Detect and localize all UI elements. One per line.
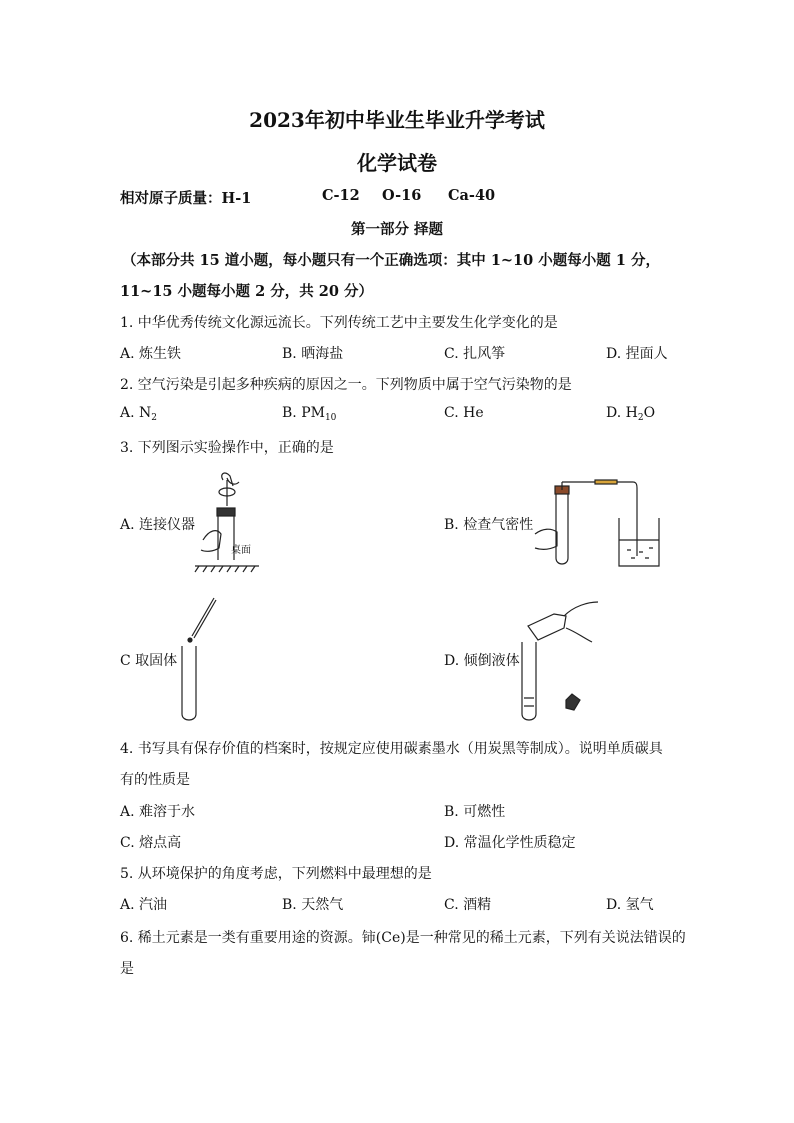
figure-taking-solid	[178, 594, 228, 724]
part1-heading: 第一部分 择题	[350, 221, 444, 238]
q2-option-a: A. $N_2$	[120, 405, 157, 423]
q5-stem: 5. 从环境保护的角度考虑，下列燃料中最理想的是	[120, 866, 432, 882]
atomic-mass-c: C-12	[322, 187, 360, 204]
q3-option-c: C 取固体	[120, 653, 178, 669]
q5-option-d: D. 氢气	[606, 897, 654, 913]
q1-option-d: D. 捏面人	[606, 346, 668, 362]
atomic-mass-label: 相对原子质量：H-1	[120, 190, 252, 207]
part1-note-line1: （本部分共 15 道小题，每小题只有一个正确选项：其中 1~10 小题每小题 1 分，	[122, 252, 660, 269]
exam-title: 2023年初中毕业生毕业升学考试	[249, 108, 545, 132]
q6-stem-line1: 6. 稀土元素是一类有重要用途的资源。铈(Ce)是一种常见的稀土元素，下列有关说法错误的	[120, 930, 686, 946]
atomic-mass-ca: Ca-40	[448, 187, 496, 204]
exam-subtitle: 化学试卷	[357, 151, 437, 175]
q3-option-d: D. 倾倒液体	[444, 653, 520, 669]
q2-option-d: D. $H_2O$	[606, 405, 656, 423]
atomic-mass-o: O-16	[382, 187, 422, 204]
q1-option-a: A. 炼生铁	[120, 346, 182, 362]
table-label: 桌面	[231, 545, 251, 556]
q4-option-d: D. 常温化学性质稳定	[444, 835, 576, 851]
q5-option-a: A. 汽油	[120, 897, 168, 913]
q3-option-a: A. 连接仪器	[120, 517, 196, 533]
q4-option-a: A. 难溶于水	[120, 804, 196, 820]
q3-stem: 3. 下列图示实验操作中，正确的是	[120, 440, 334, 456]
q6-stem-line2: 是	[120, 961, 134, 977]
part1-note-line2: 11~15 小题每小题 2 分，共 20 分）	[120, 283, 374, 300]
figure-airtightness-check	[535, 478, 665, 570]
q1-option-c: C. 扎风筝	[444, 346, 506, 362]
q2-option-c: C. He	[444, 405, 484, 421]
q4-stem-line2: 有的性质是	[120, 772, 190, 788]
figure-connect-apparatus	[195, 470, 265, 580]
q4-stem-line1: 4. 书写具有保存价值的档案时，按规定应使用碳素墨水（用炭黑等制成）。说明单质碳具	[120, 741, 663, 757]
figure-pouring-liquid	[518, 598, 608, 722]
q2-stem: 2. 空气污染是引起多种疾病的原因之一。下列物质中属于空气污染物的是	[120, 377, 572, 393]
q4-option-c: C. 熔点高	[120, 835, 182, 851]
q1-option-b: B. 晒海盐	[282, 346, 344, 362]
q2-option-b: B. $PM_{10}$	[282, 405, 337, 423]
q4-option-b: B. 可燃性	[444, 804, 506, 820]
q5-option-b: B. 天然气	[282, 897, 344, 913]
q1-stem: 1. 中华优秀传统文化源远流长。下列传统工艺中主要发生化学变化的是	[120, 315, 558, 331]
q3-option-b: B. 检查气密性	[444, 517, 534, 533]
q5-option-c: C. 酒精	[444, 897, 492, 913]
